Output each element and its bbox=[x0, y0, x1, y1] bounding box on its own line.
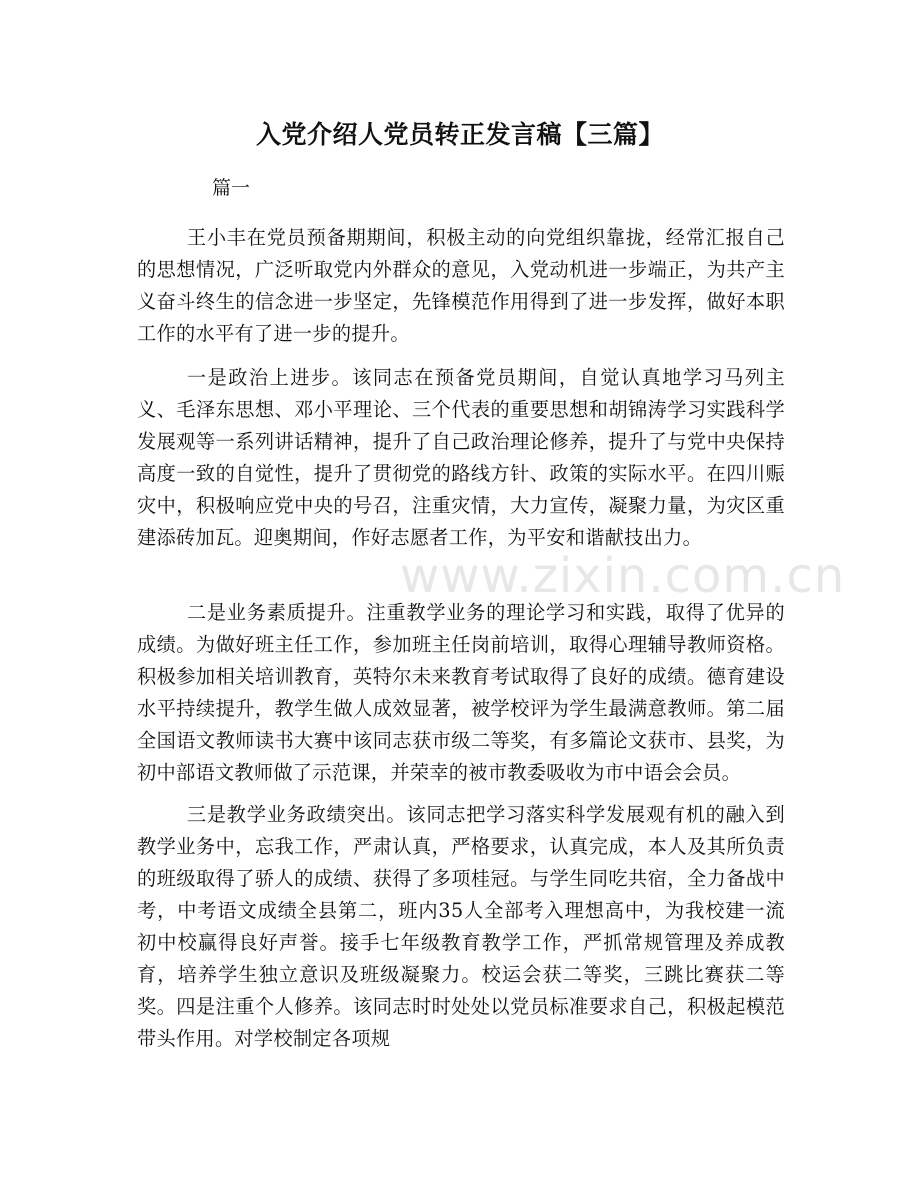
paragraph-3: 二是业务素质提升。注重教学业务的理论学习和实践，取得了优异的成绩。为做好班主任工作，参加班主任岗前培训，取得心理辅导教师资格。积极参加相关培训教育，英特尔未来教育考试取得了良好的成绩。德育建设水平持续提升，教学生做人成效显著，被学校评为学生最满意教师。第二届全国语文教师读书大赛中该同志获市级二等奖，有多篇论文获市、县奖，为初中部语文教师做了示范课，并荣幸的被市教委吸收为市中语会会员。 bbox=[137, 601, 785, 784]
paragraph-2: 一是政治上进步。该同志在预备党员期间，自觉认真地学习马列主义、毛泽东思想、邓小平理论、三个代表的重要思想和胡锦涛学习实践科学发展观等一系列讲话精神，提升了自己政治理论修养，提升了与党中央保持高度一致的自觉性，提升了贯彻党的路线方针、政策的实际水平。在四川赈灾中，积极响应党中央的号召，注重灾情，大力宣传，凝聚力量，为灾区重建添砖加瓦。迎奥期间，作好志愿者工作，为平安和谐献技出力。 bbox=[137, 366, 785, 549]
watermark: www.zixin.com.cn bbox=[400, 548, 846, 604]
paragraph-4: 三是教学业务政绩突出。该同志把学习落实科学发展观有机的融入到教学业务中，忘我工作，严肃认真，严格要求，认真完成，本人及其所负责的班级取得了骄人的成绩、获得了多项桂冠。与学生同吃共宿，全力备战中考，中考语文成绩全县第二，班内35人全部考入理想高中，为我校建一流初中校赢得良好声誉。接手七年级教育教学工作，严抓常规管理及养成教育，培养学生独立意识及班级凝聚力。校运会获二等奖，三跳比赛获二等奖。四是注重个人修养。该同志时时处处以党员标准要求自己，积极起模范带头作用。对学校制定各项规 bbox=[137, 803, 785, 1050]
paragraph-1: 王小丰在党员预备期期间，积极主动的向党组织靠拢，经常汇报自己的思想情况，广泛听取党内外群众的意见，入党动机进一步端正，为共产主义奋斗终生的信念进一步坚定，先锋模范作用得到了进一步发挥，做好本职工作的水平有了进一步的提升。 bbox=[137, 226, 785, 345]
document-title: 入党介绍人党员转正发言稿【三篇】 bbox=[255, 120, 664, 149]
section-label: 篇一 bbox=[212, 177, 251, 199]
